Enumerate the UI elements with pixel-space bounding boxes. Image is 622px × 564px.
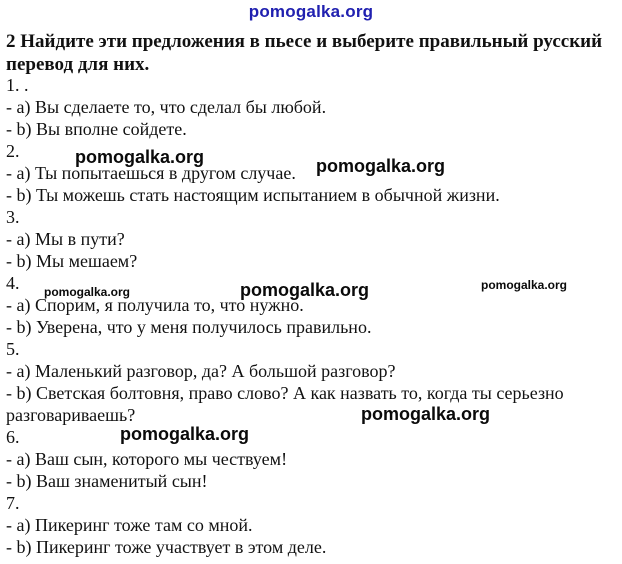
option-7a: - a) Пикеринг тоже там со мной. <box>6 515 253 535</box>
item-number-4: 4. <box>6 273 20 293</box>
option-6a: - a) Ваш сын, которого мы чествуем! <box>6 449 288 469</box>
watermark-text: pomogalka.org <box>75 147 205 167</box>
site-header-watermark: pomogalka.org <box>248 2 374 21</box>
option-3a: - a) Мы в пути? <box>6 229 125 249</box>
item-number-3: 3. <box>6 207 20 227</box>
option-6b: - b) Ваш знаменитый сын! <box>6 471 208 491</box>
option-4a: - a) Спорим, я получила то, что нужно. <box>6 295 304 315</box>
watermark-text: pomogalka.org <box>240 280 370 300</box>
option-3b: - b) Мы мешаем? <box>6 251 138 271</box>
option-5a: - a) Маленький разговор, да? А большой разговор? <box>6 361 396 381</box>
item-number-1: 1. . <box>6 75 29 95</box>
option-5b: - b) Светская болтовня, право слово? А как назвать то, когда ты серьезно <box>6 383 564 403</box>
option-1a: - a) Вы сделаете то, что сделал бы любой. <box>6 97 327 117</box>
option-5b-continued: разговариваешь? <box>6 405 136 425</box>
watermark-text: pomogalka.org <box>44 285 131 299</box>
item-number-7: 7. <box>6 493 20 513</box>
task-heading: 2 Найдите эти предложения в пьесе и выберите правильный русский перевод для них. <box>6 31 603 75</box>
option-2b: - b) Ты можешь стать настоящим испытанием в обычной жизни. <box>6 185 500 205</box>
watermark-text: pomogalka.org <box>316 156 446 176</box>
watermark-text: pomogalka.org <box>481 278 568 292</box>
watermark-text: pomogalka.org <box>120 424 250 444</box>
item-number-2: 2. <box>6 141 20 161</box>
item-number-5: 5. <box>6 339 20 359</box>
item-number-6: 6. <box>6 427 20 447</box>
option-2a: - a) Ты попытаешься в другом случае. <box>6 163 296 183</box>
watermark-text: pomogalka.org <box>361 404 491 424</box>
option-7b: - b) Пикеринг тоже участвует в этом деле. <box>6 537 327 557</box>
option-4b: - b) Уверена, что у меня получилось правильно. <box>6 317 372 337</box>
option-1b: - b) Вы вполне сойдете. <box>6 119 187 139</box>
